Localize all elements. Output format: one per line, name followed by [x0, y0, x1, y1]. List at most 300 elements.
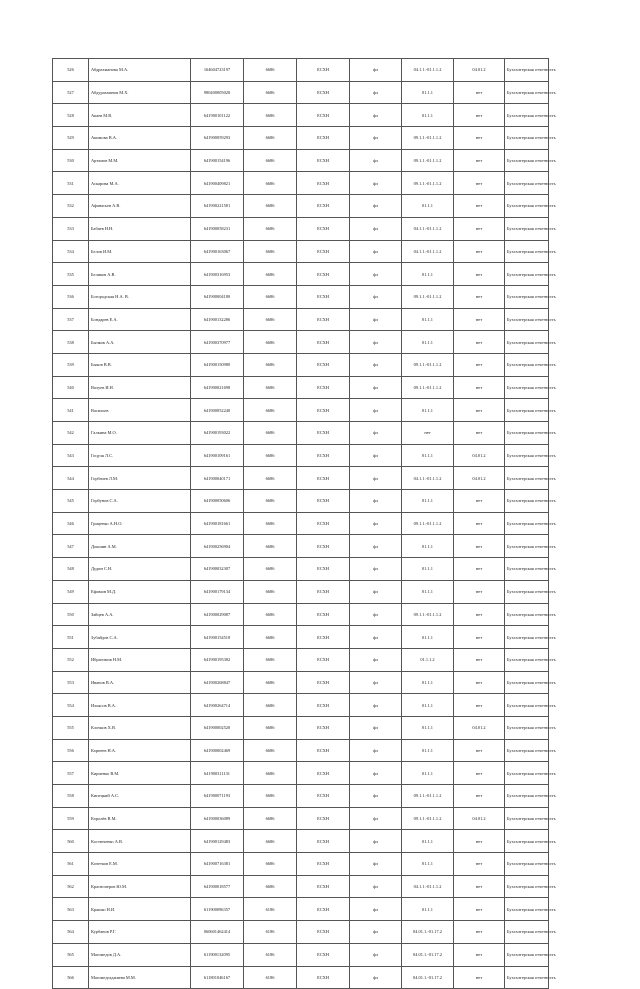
table-row	[53, 785, 549, 808]
tax-office-code: 6686	[244, 444, 297, 467]
row-number: 547	[53, 535, 89, 558]
period-value: 04.1.1.-01.1.1.2	[402, 467, 454, 490]
inn-value: 641900193022	[191, 422, 244, 445]
row-number: 535	[53, 263, 89, 286]
period-value: 01.1.1	[402, 308, 454, 331]
tax-system: ЕСХН	[297, 490, 350, 513]
person-type: фл	[350, 285, 402, 308]
tax-office-code: 6686	[244, 353, 297, 376]
inn-value: 980400005020	[191, 81, 244, 104]
document-type: Бухгалтерская отчетность	[505, 558, 549, 581]
person-type: фл	[350, 127, 402, 150]
tax-office-code: 6686	[244, 376, 297, 399]
tax-system: ЕСХН	[297, 104, 350, 127]
table-row	[53, 807, 549, 830]
taxpayer-name: Бабаев Н.Н.	[89, 217, 191, 240]
table-row	[53, 263, 549, 286]
taxpayer-name: Гоцуля Л.С.	[89, 444, 191, 467]
person-type: фл	[350, 716, 402, 739]
person-type: фл	[350, 535, 402, 558]
period-value: 04.1.1.-01.1.1.2	[402, 59, 454, 82]
person-type: фл	[350, 671, 402, 694]
tax-office-code: 6686	[244, 762, 297, 785]
inn-value: 641900058231	[191, 217, 244, 240]
taxpayer-name: Акаев М.В.	[89, 104, 191, 127]
tax-office-code: 6186	[244, 921, 297, 944]
person-type: фл	[350, 467, 402, 490]
tax-office-code: 6186	[244, 943, 297, 966]
row-number: 544	[53, 467, 89, 490]
person-type: фл	[350, 626, 402, 649]
tax-office-code: 6686	[244, 603, 297, 626]
tax-office-code: 6686	[244, 785, 297, 808]
extra-period: нет	[454, 785, 505, 808]
extra-period: нет	[454, 966, 505, 989]
period-value: 04.1.1.-01.1.1.2	[402, 240, 454, 263]
person-type: фл	[350, 807, 402, 830]
extra-period: нет	[454, 195, 505, 218]
tax-office-code: 6686	[244, 830, 297, 853]
tax-system: ЕСХН	[297, 127, 350, 150]
extra-period: нет	[454, 762, 505, 785]
table-row	[53, 921, 549, 944]
period-value: 09.1.1.-01.1.1.2	[402, 512, 454, 535]
tax-office-code: 6686	[244, 716, 297, 739]
inn-value: 641900409821	[191, 172, 244, 195]
taxpayer-name: Королёв В.М.	[89, 807, 191, 830]
table-row	[53, 240, 549, 263]
document-type: Бухгалтерская отчетность	[505, 444, 549, 467]
period-value: 09.1.1.-01.1.1.2	[402, 285, 454, 308]
table-row	[53, 353, 549, 376]
inn-value: 641900036089	[191, 807, 244, 830]
person-type: фл	[350, 785, 402, 808]
document-type: Бухгалтерская отчетность	[505, 762, 549, 785]
taxpayer-name: Беликов А.В.	[89, 263, 191, 286]
extra-period: нет	[454, 921, 505, 944]
table-row	[53, 217, 549, 240]
document-type: Бухгалтерская отчетность	[505, 81, 549, 104]
inn-value: 611900132095	[191, 943, 244, 966]
period-value: 01.1.1	[402, 830, 454, 853]
tax-office-code: 6686	[244, 399, 297, 422]
document-type: Бухгалтерская отчетность	[505, 353, 549, 376]
inn-value: 641900002520	[191, 716, 244, 739]
tax-system: ЕСХН	[297, 898, 350, 921]
document-type: Бухгалтерская отчетность	[505, 512, 549, 535]
table-row	[53, 943, 549, 966]
person-type: фл	[350, 81, 402, 104]
inn-value: 641900311131	[191, 762, 244, 785]
row-number: 540	[53, 376, 89, 399]
taxpayer-name: Ильясов В.А.	[89, 694, 191, 717]
document-type: Бухгалтерская отчетность	[505, 875, 549, 898]
tax-system: ЕСХН	[297, 921, 350, 944]
row-number: 529	[53, 127, 89, 150]
taxpayer-name: Ибрагимов Н.М.	[89, 648, 191, 671]
period-value: 01.1.1.2	[402, 648, 454, 671]
document-type: Бухгалтерская отчетность	[505, 376, 549, 399]
person-type: фл	[350, 943, 402, 966]
tax-office-code: 6686	[244, 671, 297, 694]
tax-system: ЕСХН	[297, 580, 350, 603]
extra-period: нет	[454, 376, 505, 399]
document-type: Бухгалтерская отчетность	[505, 399, 549, 422]
document-type: Бухгалтерская отчетность	[505, 263, 549, 286]
period-value: 01.1.1	[402, 716, 454, 739]
tax-system: ЕСХН	[297, 671, 350, 694]
extra-period: нет	[454, 104, 505, 127]
person-type: фл	[350, 195, 402, 218]
row-number: 545	[53, 490, 89, 513]
tax-system: ЕСХН	[297, 603, 350, 626]
inn-value: 641900316953	[191, 263, 244, 286]
tax-office-code: 6686	[244, 626, 297, 649]
person-type: фл	[350, 172, 402, 195]
table-row	[53, 399, 549, 422]
table-row	[53, 285, 549, 308]
row-number: 526	[53, 59, 89, 82]
inn-value: 641900716381	[191, 853, 244, 876]
document-type: Бухгалтерская отчетность	[505, 694, 549, 717]
tax-system: ЕСХН	[297, 149, 350, 172]
table-row	[53, 331, 549, 354]
row-number: 549	[53, 580, 89, 603]
table-row	[53, 762, 549, 785]
extra-period: нет	[454, 149, 505, 172]
period-value: 01.1.1	[402, 81, 454, 104]
document-type: Бухгалтерская отчетность	[505, 127, 549, 150]
person-type: фл	[350, 648, 402, 671]
inn-value: 641900268847	[191, 671, 244, 694]
period-value: 09.1.1.-01.1.1.2	[402, 172, 454, 195]
table-row	[53, 830, 549, 853]
inn-value: 641900021698	[191, 376, 244, 399]
row-number: 534	[53, 240, 89, 263]
table-row	[53, 535, 549, 558]
tax-office-code: 6686	[244, 331, 297, 354]
tax-office-code: 6686	[244, 422, 297, 445]
taxpayer-name: Корнеев Н.А.	[89, 739, 191, 762]
document-type: Бухгалтерская отчетность	[505, 626, 549, 649]
tax-system: ЕСХН	[297, 81, 350, 104]
person-type: фл	[350, 558, 402, 581]
extra-period: нет	[454, 671, 505, 694]
taxpayer-name: Гриценко А.Н.О.	[89, 512, 191, 535]
tax-system: ЕСХН	[297, 558, 350, 581]
tax-system: ЕСХН	[297, 785, 350, 808]
taxpayer-name: Горбунов С.А.	[89, 490, 191, 513]
period-value: 09.1.1.-01.1.1.2	[402, 807, 454, 830]
table-row	[53, 580, 549, 603]
person-type: фл	[350, 399, 402, 422]
inn-value: 641900032307	[191, 558, 244, 581]
tax-system: ЕСХН	[297, 285, 350, 308]
inn-value: 641900071193	[191, 785, 244, 808]
person-type: фл	[350, 921, 402, 944]
tax-system: ЕСХН	[297, 172, 350, 195]
taxpayer-name: Акимова В.А.	[89, 127, 191, 150]
extra-period: 04.01.2	[454, 59, 505, 82]
inn-value: 641900002469	[191, 739, 244, 762]
tax-office-code: 6686	[244, 580, 297, 603]
person-type: фл	[350, 580, 402, 603]
person-type: фл	[350, 603, 402, 626]
row-number: 527	[53, 81, 89, 104]
period-value: 01.1.1	[402, 762, 454, 785]
taxpayer-name: Костюченко А.В.	[89, 830, 191, 853]
inn-value: 641900132286	[191, 308, 244, 331]
period-value: 01.1.1	[402, 853, 454, 876]
row-number: 533	[53, 217, 89, 240]
tax-system: ЕСХН	[297, 263, 350, 286]
period-value: 01.1.1	[402, 490, 454, 513]
table-row	[53, 671, 549, 694]
tax-system: ЕСХН	[297, 512, 350, 535]
inn-value: 641900195382	[191, 648, 244, 671]
person-type: фл	[350, 308, 402, 331]
row-number: 532	[53, 195, 89, 218]
table-row	[53, 648, 549, 671]
person-type: фл	[350, 240, 402, 263]
tax-office-code: 6686	[244, 490, 297, 513]
period-value: 01.1.1	[402, 331, 454, 354]
extra-period: нет	[454, 580, 505, 603]
extra-period: нет	[454, 739, 505, 762]
row-number: 562	[53, 875, 89, 898]
taxpayer-name: Магомедов Д.А.	[89, 943, 191, 966]
period-value: 01.1.1	[402, 195, 454, 218]
row-number: 537	[53, 308, 89, 331]
taxpayer-name: Васильев	[89, 399, 191, 422]
inn-value: 641900150980	[191, 353, 244, 376]
document-type: Бухгалтерская отчетность	[505, 195, 549, 218]
document-type: Бухгалтерская отчетность	[505, 898, 549, 921]
extra-period: нет	[454, 172, 505, 195]
extra-period: нет	[454, 512, 505, 535]
table-row	[53, 626, 549, 649]
row-number: 538	[53, 331, 89, 354]
tax-system: ЕСХН	[297, 195, 350, 218]
tax-system: ЕСХН	[297, 59, 350, 82]
inn-value: 164604723197	[191, 59, 244, 82]
inn-value: 641900154196	[191, 149, 244, 172]
tax-system: ЕСХН	[297, 943, 350, 966]
extra-period: нет	[454, 331, 505, 354]
person-type: фл	[350, 444, 402, 467]
person-type: фл	[350, 898, 402, 921]
person-type: фл	[350, 853, 402, 876]
extra-period: нет	[454, 127, 505, 150]
table-row	[53, 81, 549, 104]
document-type: Бухгалтерская отчетность	[505, 966, 549, 989]
document-type: Бухгалтерская отчетность	[505, 739, 549, 762]
document-type: Бухгалтерская отчетность	[505, 853, 549, 876]
document-type: Бухгалтерская отчетность	[505, 716, 549, 739]
extra-period: нет	[454, 603, 505, 626]
tax-office-code: 6686	[244, 512, 297, 535]
tax-office-code: 6686	[244, 807, 297, 830]
taxpayer-name: Валуев И.Н.	[89, 376, 191, 399]
taxpayer-name: Белов И.М.	[89, 240, 191, 263]
table-row	[53, 716, 549, 739]
tax-system: ЕСХН	[297, 626, 350, 649]
document-type: Бухгалтерская отчетность	[505, 785, 549, 808]
document-type: Бухгалтерская отчетность	[505, 807, 549, 830]
row-number: 561	[53, 853, 89, 876]
tax-system: ЕСХН	[297, 444, 350, 467]
period-value: 04.01.1.-01.17.2	[402, 966, 454, 989]
taxpayer-name: Докшин А.М.	[89, 535, 191, 558]
person-type: фл	[350, 966, 402, 989]
row-number: 539	[53, 353, 89, 376]
extra-period: нет	[454, 898, 505, 921]
person-type: фл	[350, 422, 402, 445]
tax-system: ЕСХН	[297, 217, 350, 240]
tax-office-code: 6686	[244, 263, 297, 286]
table-row	[53, 558, 549, 581]
period-value: 01.1.1	[402, 399, 454, 422]
tax-system: ЕСХН	[297, 762, 350, 785]
row-number: 556	[53, 739, 89, 762]
tax-office-code: 6686	[244, 240, 297, 263]
tax-system: ЕСХН	[297, 353, 350, 376]
row-number: 564	[53, 921, 89, 944]
inn-value: 641900179134	[191, 580, 244, 603]
period-value: 09.1.1.-01.1.1.2	[402, 603, 454, 626]
inn-value: 641900052240	[191, 399, 244, 422]
row-number: 543	[53, 444, 89, 467]
table-row	[53, 195, 549, 218]
person-type: фл	[350, 217, 402, 240]
document-type: Бухгалтерская отчетность	[505, 422, 549, 445]
row-number: 550	[53, 603, 89, 626]
period-value: 01.1.1	[402, 535, 454, 558]
person-type: фл	[350, 59, 402, 82]
table-row	[53, 467, 549, 490]
row-number: 542	[53, 422, 89, 445]
inn-value: 641900181661	[191, 512, 244, 535]
table-row	[53, 694, 549, 717]
table-row	[53, 875, 549, 898]
tax-system: ЕСХН	[297, 399, 350, 422]
table-row	[53, 149, 549, 172]
period-value: 09.1.1.-01.1.1.2	[402, 785, 454, 808]
table-row	[53, 376, 549, 399]
period-value: 01.1.1	[402, 444, 454, 467]
person-type: фл	[350, 376, 402, 399]
document-type: Бухгалтерская отчетность	[505, 603, 549, 626]
table-row	[53, 490, 549, 513]
inn-value: 641900256904	[191, 535, 244, 558]
table-row	[53, 444, 549, 467]
taxpayer-name: Абдрахманова М.А.	[89, 59, 191, 82]
tax-office-code: 6686	[244, 104, 297, 127]
taxpayer-name: Курбанов Р.Г.	[89, 921, 191, 944]
taxpayer-name: Абдурахманов М.Х.	[89, 81, 191, 104]
tax-office-code: 6686	[244, 81, 297, 104]
row-number: 548	[53, 558, 89, 581]
taxpayer-name: Бондарев Е.А.	[89, 308, 191, 331]
person-type: фл	[350, 512, 402, 535]
tax-office-code: 6686	[244, 149, 297, 172]
extra-period: нет	[454, 422, 505, 445]
tax-system: ЕСХН	[297, 331, 350, 354]
taxpayer-name: Зубайдов С.А.	[89, 626, 191, 649]
taxpayer-name: Кочетков Е.М.	[89, 853, 191, 876]
tax-system: ЕСХН	[297, 853, 350, 876]
period-value: 01.1.1	[402, 580, 454, 603]
document-type: Бухгалтерская отчетность	[505, 490, 549, 513]
extra-period: нет	[454, 694, 505, 717]
tax-system: ЕСХН	[297, 240, 350, 263]
tax-system: ЕСХН	[297, 467, 350, 490]
period-value: 09.1.1.-01.1.1.2	[402, 127, 454, 150]
extra-period: нет	[454, 240, 505, 263]
person-type: фл	[350, 263, 402, 286]
tax-system: ЕСХН	[297, 966, 350, 989]
row-number: 552	[53, 648, 89, 671]
row-number: 546	[53, 512, 89, 535]
period-value: 04.01.1.-01.17.2	[402, 921, 454, 944]
tax-office-code: 6686	[244, 694, 297, 717]
table-row	[53, 422, 549, 445]
period-value: 01.1.1	[402, 694, 454, 717]
tax-system: ЕСХН	[297, 716, 350, 739]
taxpayer-name: Галкина М.О.	[89, 422, 191, 445]
extra-period: нет	[454, 353, 505, 376]
extra-period: нет	[454, 558, 505, 581]
tax-system: ЕСХН	[297, 875, 350, 898]
period-value: 01.1.1	[402, 671, 454, 694]
document-type: Бухгалтерская отчетность	[505, 149, 549, 172]
document-type: Бухгалтерская отчетность	[505, 172, 549, 195]
person-type: фл	[350, 739, 402, 762]
tax-office-code: 6686	[244, 853, 297, 876]
table-row	[53, 739, 549, 762]
extra-period: нет	[454, 875, 505, 898]
person-type: фл	[350, 830, 402, 853]
tax-office-code: 6686	[244, 285, 297, 308]
person-type: фл	[350, 149, 402, 172]
inn-value: 641900370977	[191, 331, 244, 354]
row-number: 559	[53, 807, 89, 830]
document-type: Бухгалтерская отчетность	[505, 535, 549, 558]
taxpayer-name: Ефимов М.Д.	[89, 580, 191, 603]
document-type: Бухгалтерская отчетность	[505, 467, 549, 490]
tax-office-code: 6686	[244, 535, 297, 558]
tax-system: ЕСХН	[297, 535, 350, 558]
person-type: фл	[350, 104, 402, 127]
row-number: 560	[53, 830, 89, 853]
tax-system: ЕСХН	[297, 308, 350, 331]
person-type: фл	[350, 331, 402, 354]
period-value: 01.1.1	[402, 104, 454, 127]
extra-period: нет	[454, 943, 505, 966]
period-value: 09.1.1.-01.1.1.2	[402, 149, 454, 172]
tax-office-code: 6686	[244, 172, 297, 195]
extra-period: нет	[454, 399, 505, 422]
taxpayer-name: Бычков А.А.	[89, 331, 191, 354]
row-number: 565	[53, 943, 89, 966]
period-value: 04.1.1.-01.1.1.2	[402, 875, 454, 898]
tax-office-code: 6686	[244, 467, 297, 490]
document-type: Бухгалтерская отчетность	[505, 580, 549, 603]
taxpayer-name: Крашко Н.И.	[89, 898, 191, 921]
tax-system: ЕСХН	[297, 807, 350, 830]
period-value: нет	[402, 422, 454, 445]
person-type: фл	[350, 762, 402, 785]
